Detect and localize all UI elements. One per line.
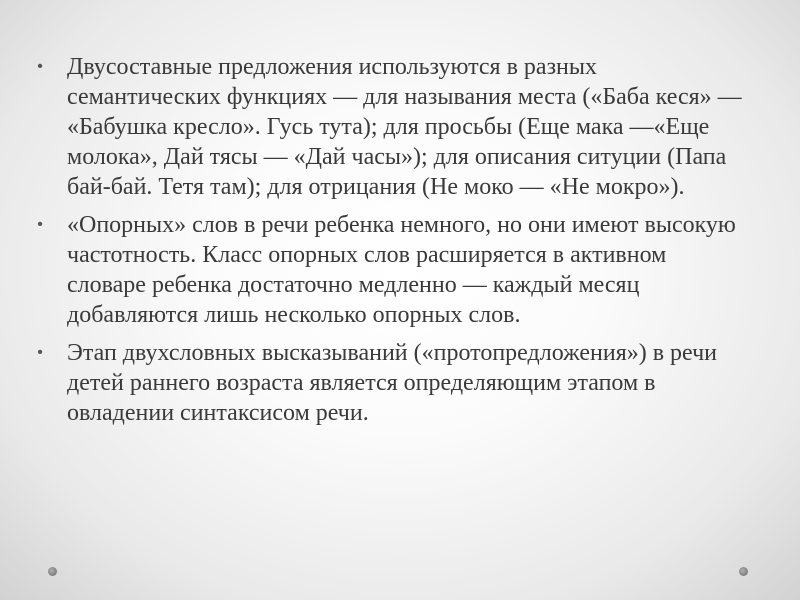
bullet-marker-icon: • (37, 58, 43, 75)
bullet-text: Этап двухсловных высказываний («протопредложения») в речи детей раннего возраста является определяющим этапом в овладении синтаксисом речи. (67, 340, 718, 426)
bullet-marker-icon: • (37, 216, 43, 233)
bullet-item-3 (30, 338, 750, 428)
decorative-dot-icon (48, 567, 57, 576)
bullet-item-2 (30, 210, 750, 330)
bullet-text: «Опорных» слов в речи ребенка немного, но они имеют высокую частотность. Класс опорных слов расширяется в активном словаре ребенка достаточно медленно — каждый месяц добавляются лишь несколько опорных слов. (67, 212, 736, 328)
bullet-list (30, 52, 750, 436)
bullet-marker-icon: • (37, 344, 43, 361)
bullet-item-1 (30, 52, 750, 202)
decorative-dot-icon (739, 567, 748, 576)
bullet-text: Двусоставные предложения используются в разных семантических функциях — для называния места («Баба кеся» — «Бабушка кресло». Гусь тута); для просьбы (Еще мака —«Еще молока», Дай тясы — «Дай часы»); для описания ситуции (Папа бай-бай. Тетя там); для отрицания (Не моко — «Не мокро»). (67, 54, 742, 200)
